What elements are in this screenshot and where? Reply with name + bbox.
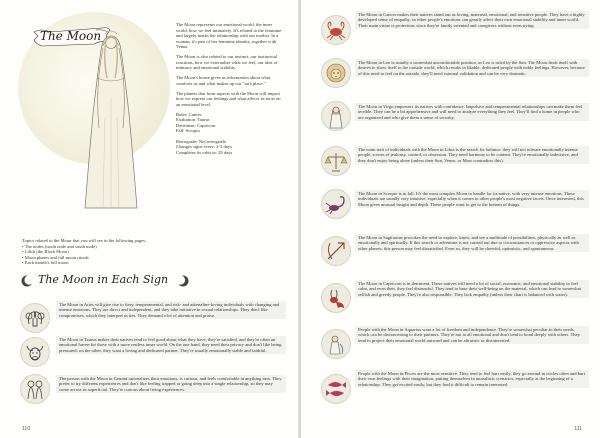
topics-intro: Topics related to the Moon that you will see in the following pages:	[22, 238, 147, 243]
sign-description: The Moon in Cancer makes their natives stand out as loving, maternal, emotional, and sensitive people. They have a highly developed sense of empathy, so other people's emotions can greatly affect their own emotional stability and inner world. Their main virtue is protection, since they're family oriented and caregivers without even trying.	[355, 11, 589, 29]
section-heading	[20, 268, 250, 294]
aquarius-water-bearer-icon	[321, 329, 351, 359]
virgo-maiden-icon	[321, 101, 351, 131]
retro-list	[176, 139, 284, 156]
scorpio-scorpion-icon	[321, 189, 351, 219]
sign-description: The main trait of individuals with the Moon in Libra is the search for balance: they will not tolerate emotionally intense people, scenes of jealousy, control, or obsession. They need harmony to be content. They're emotionally indecisive, and they don't enjoy being alone (unless their Sun, Venus, or Mars contradicts this).	[355, 146, 589, 164]
topic-item: • Each month's full moon	[22, 260, 172, 266]
right-page	[301, 0, 600, 438]
new-moon-icon	[20, 274, 34, 288]
fact-ruler: Ruler: Cancer	[176, 111, 202, 117]
orbit-period: Completes its orbit in: 29 days	[176, 149, 233, 155]
intro-paragraph: The planets that form aspects with the Moon will impact how we express our feelings and what affects us most on an emotional level.	[176, 90, 281, 107]
cancer-crab-icon	[321, 15, 351, 45]
sign-description: The Moon in Taurus makes their natives tend to feel good about what they have; they're satisfied, and they're often an emotional haven for those with a more restless inner world. On the one hand, they need their privacy and don't like being pressured; on the other, they want a loving and dedicated partner. They're usually emotionally stable and faithful.	[56, 336, 286, 354]
fact-detriment: Detriment: Capricorn	[176, 122, 216, 128]
pisces-fish-icon	[321, 374, 351, 404]
capricorn-goat-icon	[321, 283, 351, 313]
fact-fall: Fall: Scorpio	[176, 128, 200, 133]
moon-goddess-figure	[75, 18, 147, 223]
taurus-bull-icon	[20, 337, 50, 367]
left-page	[0, 0, 299, 438]
gemini-twins-icon	[20, 374, 50, 404]
crescent-moon-icon	[176, 274, 190, 288]
intro-paragraph: The Moon represents our emotional world, the inner world, how we feel intimately. It's related to the feminine and largely marks the relationship with our mother. In a woman, it's part of her feminine identity, together with Venus.	[176, 22, 282, 49]
section-title: The Moon in Each Sign	[38, 273, 169, 286]
topics-list	[22, 244, 172, 266]
aries-ram-icon	[20, 303, 50, 333]
retro-status: Retrograde: Not retrograde	[176, 138, 226, 144]
page-number: 111	[574, 426, 582, 432]
banner-title: The Moon	[40, 29, 102, 43]
intro-paragraph: The Moon is also related to our instinct, our instinctual reactions, how we externalize what we feel, our idea of intimacy and emotional stability.	[176, 54, 278, 70]
topics-block	[22, 238, 172, 266]
intro-text	[176, 22, 284, 160]
sign-description: The Moon in Virgo empowers its natives with confidence. Impulsive and temperamental relationships can make them feel terrible. They can be a bit apprehensive and will need to analyze everything they feel. They'll find a home in people who are organized and who give them a sense of security.	[355, 103, 589, 121]
sign-description: The Moon in Aries will give rise to fiery, temperamental, and risk- and adrenaline-loving individuals with changing and intense emotions. They are direct and independent, and they take initiative in sexual relationships. They don't like compromises, which they interpret as ties. They demand a lot of attention and praise.	[56, 301, 286, 319]
topic-item: • Moon phases and full moon rituals	[22, 255, 172, 261]
sign-description: The Moon in Scorpio is in fall. It's the most complex Moon to handle for its native, with very intense emotions. These individuals are usually very intuitive, especially when it comes to other people's most negative facets. Once interested, this Moon gives unusual insight and depth. These people want to get to the bottom of things.	[355, 190, 589, 208]
sign-description: The person with the Moon in Gemini rationalizes their emotions, is curious, and feels comfortable in anything new. They prefer to try different experiences and don't like feeling trapped or going deep into a single relationship, so they may come across as superficial. They're curious about living experiences.	[56, 375, 286, 393]
sign-description: The Moon in Capricorn is in detriment. These natives will need a lot of social, economic, and emotional stability to feel calm, and even then, they feel distrustful. They tend to base their well-being on the material, which can lead to somewhat selfish and greedy people. They're also responsible. They lack empathy (unless their chart is balanced with water).	[355, 280, 589, 298]
sign-description: The Moon in Leo is usually a somewhat uncomfortable position, as Leo is ruled by the Sun. The Moon finds itself with desires to show itself to the outside world, which results in likable, dedicated people with noble feelings. However, because of this need to feel on the outside, they'll need external validation and can be very dramatic.	[355, 59, 589, 77]
facts-list	[176, 112, 284, 134]
intro-paragraph: The Moon's house gives us information about what comforts us and what makes up our "safe place."	[176, 75, 271, 86]
page-number: 110	[22, 426, 30, 432]
topic-item: • The nodes (north node and south node)	[22, 244, 172, 250]
sign-change: Changes signs every: 2-3 days	[176, 144, 232, 149]
sign-description: People with the Moon in Pisces are the most sensitive. They tend to feel hurt easily, they go around in circles often and hurt their own feelings with their imagination, putting themselves in unrealistic scenarios, especially at the beginning of a relationship. They get excited easily, but they find it difficult to remain interested.	[355, 370, 589, 388]
sign-description: People with the Moon in Aquarius want a lot of freedom and independence. They're somewhat peculiar in their needs, which can be disconcerting to their partners. They're not at all emotional and don't tend to bond deeply with others. They tend to project their emotional world outward and can be altruistic or disinterested.	[355, 326, 589, 344]
sagittarius-arrow-icon	[321, 236, 351, 266]
fact-exaltation: Exaltation: Taurus	[176, 117, 210, 122]
libra-scales-icon	[321, 146, 351, 176]
leo-lion-icon	[321, 58, 351, 88]
topic-item: • Lilith (the Black Moon)	[22, 249, 172, 255]
sign-description: The Moon in Sagittarius provokes the need to explore, know, and see a multitude of possibilities, physically as well as emotionally and spiritually. If this search or adventure is not carried out due to circumstances or oppressive aspects with other planets, this person may feel dissatisfied. Even so, they will be cheerful, optimistic, and spontaneous.	[355, 234, 589, 252]
